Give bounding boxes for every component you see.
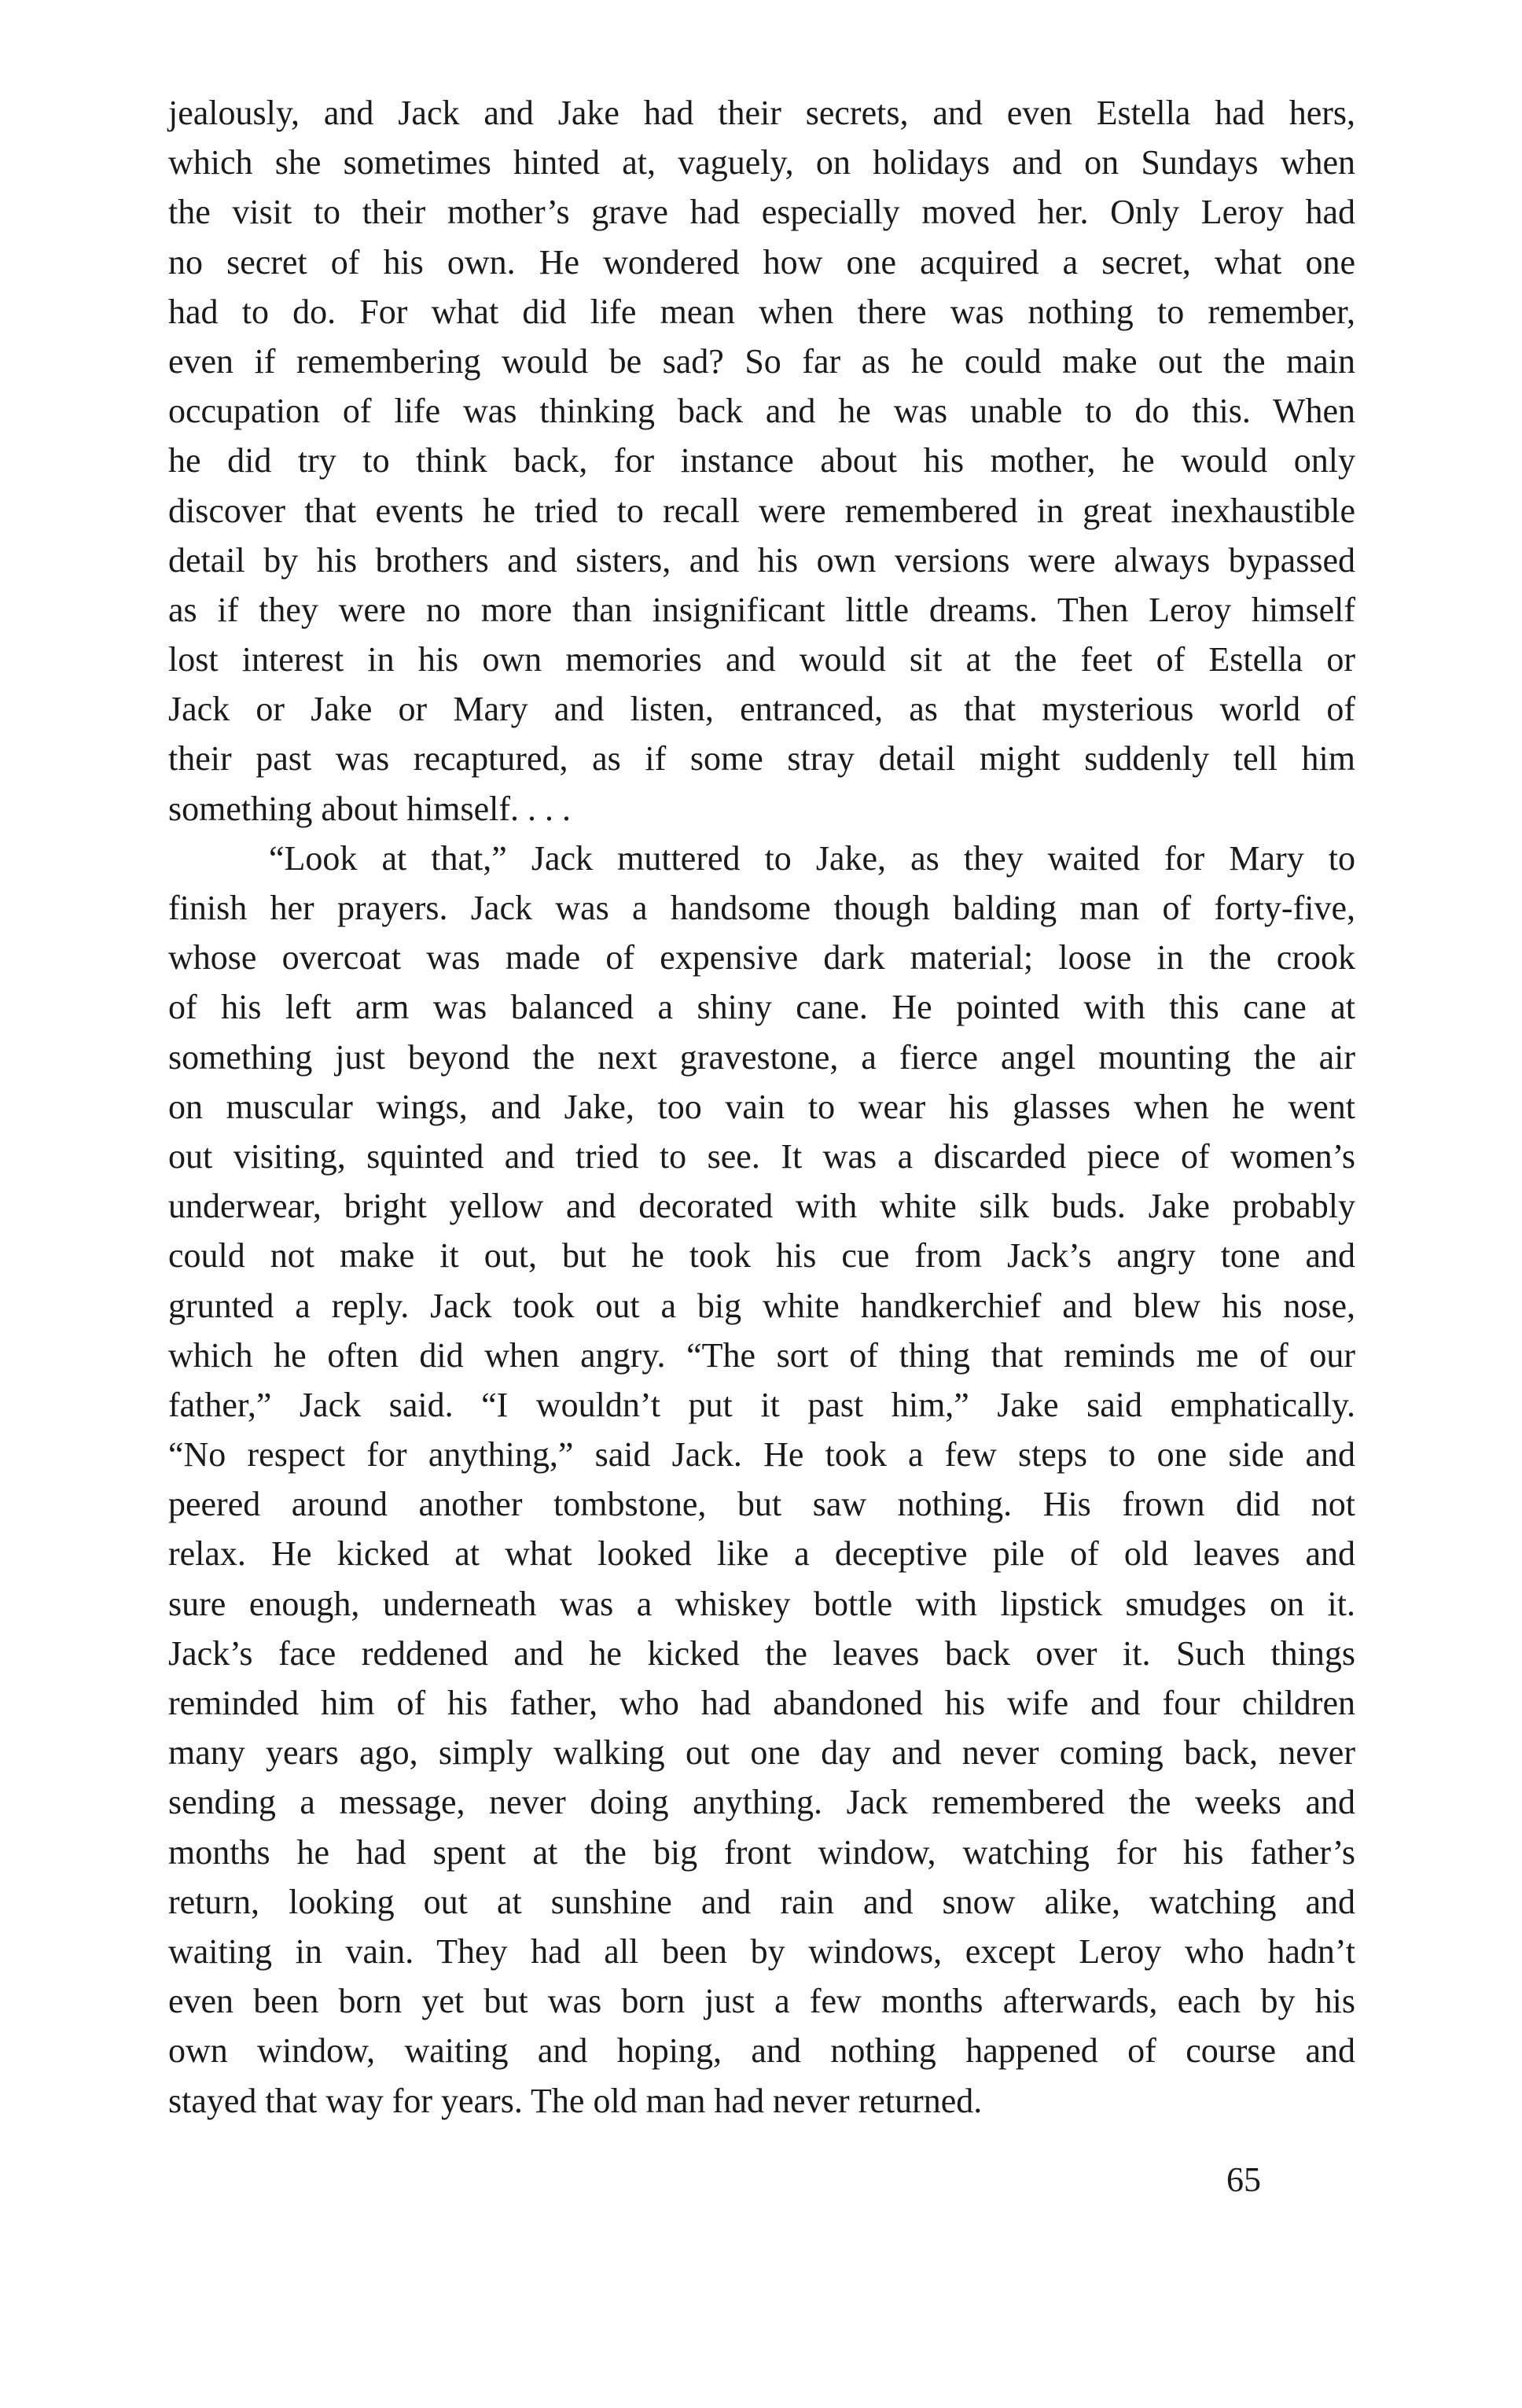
text-line: which he often did when angry. “The sort of thing that reminds me of our — [168, 1335, 1355, 1375]
paragraph-end-line: stayed that way for years. The old man had never returned. — [168, 2081, 983, 2120]
text-line: even been born yet but was born just a few months afterwards, each by his — [168, 1982, 1355, 2021]
text-line: had to do. For what did life mean when there was nothing to remember, — [168, 292, 1355, 331]
text-line: occupation of life was thinking back and he was unable to do this. When — [168, 392, 1355, 431]
text-line: sending a message, never doing anything. Jack remembered the weeks and — [168, 1783, 1355, 1822]
text-line: relax. He kicked at what looked like a deceptive pile of old leaves and — [168, 1534, 1355, 1574]
text-line: the visit to their mother’s grave had especially moved her. Only Leroy had — [168, 193, 1355, 232]
text-line: which she sometimes hinted at, vaguely, on holidays and on Sundays when — [168, 143, 1355, 182]
text-line: grunted a reply. Jack took out a big white handkerchief and blew his nose, — [168, 1286, 1355, 1325]
text-line: Jack’s face reddened and he kicked the leaves back over it. Such things — [168, 1633, 1355, 1673]
text-line: return, looking out at sunshine and rain and snow alike, watching and — [168, 1882, 1355, 1921]
text-line: sure enough, underneath was a whiskey bottle with lipstick smudges on it. — [168, 1584, 1355, 1623]
text-line: on muscular wings, and Jake, too vain to wear his glasses when he went — [168, 1087, 1355, 1126]
paragraph-start-line: “Look at that,” Jack muttered to Jake, as they waited for Mary to — [269, 838, 1355, 878]
text-line: of his left arm was balanced a shiny cane. He pointed with this cane at — [168, 988, 1355, 1027]
text-line: could not make it out, but he took his cue from Jack’s angry tone and — [168, 1236, 1355, 1276]
text-line: Jack or Jake or Mary and listen, entranced, as that mysterious world of — [168, 690, 1355, 729]
text-line: own window, waiting and hoping, and nothing happened of course and — [168, 2031, 1355, 2071]
text-line: he did try to think back, for instance about his mother, he would only — [168, 441, 1355, 480]
text-line: waiting in vain. They had all been by windows, except Leroy who hadn’t — [168, 1931, 1355, 1971]
text-line: finish her prayers. Jack was a handsome though balding man of forty-five, — [168, 889, 1355, 927]
text-line: jealously, and Jack and Jake had their secrets, and even Estella had hers, — [168, 94, 1355, 132]
text-line: months he had spent at the big front window, watching for his father’s — [168, 1832, 1355, 1872]
paragraph-end-line: something about himself. . . . — [168, 789, 572, 828]
page-number: 65 — [1226, 2160, 1261, 2199]
text-line: detail by his brothers and sisters, and his own versions were always bypassed — [168, 540, 1355, 580]
text-line: many years ago, simply walking out one day and never coming back, never — [168, 1733, 1355, 1773]
text-line: “No respect for anything,” said Jack. He took a few steps to one side and — [168, 1435, 1355, 1475]
text-line: lost interest in his own memories and would sit at the feet of Estella or — [168, 640, 1355, 679]
text-line: something just beyond the next gravestone, a fierce angel mounting the air — [168, 1037, 1355, 1077]
text-line: whose overcoat was made of expensive dark material; loose in the crook — [168, 938, 1355, 978]
text-line: even if remembering would be sad? So far as he could make out the main — [168, 341, 1355, 381]
text-line: discover that events he tried to recall were remembered in great inexhaustible — [168, 491, 1355, 530]
text-line: their past was recaptured, as if some stray detail might suddenly tell him — [168, 739, 1355, 779]
text-line: reminded him of his father, who had abandoned his wife and four children — [168, 1684, 1355, 1722]
text-line: father,” Jack said. “I wouldn’t put it past him,” Jake said emphatically. — [168, 1385, 1355, 1424]
text-line: no secret of his own. He wondered how one acquired a secret, what one — [168, 242, 1355, 282]
body-text — [168, 88, 1355, 2126]
text-line: peered around another tombstone, but saw nothing. His frown did not — [168, 1485, 1355, 1524]
text-line: out visiting, squinted and tried to see. It was a discarded piece of women’s — [168, 1136, 1355, 1176]
text-line: as if they were no more than insignificant little dreams. Then Leroy himself — [168, 590, 1355, 629]
text-line: underwear, bright yellow and decorated with white silk buds. Jake probably — [168, 1187, 1355, 1226]
